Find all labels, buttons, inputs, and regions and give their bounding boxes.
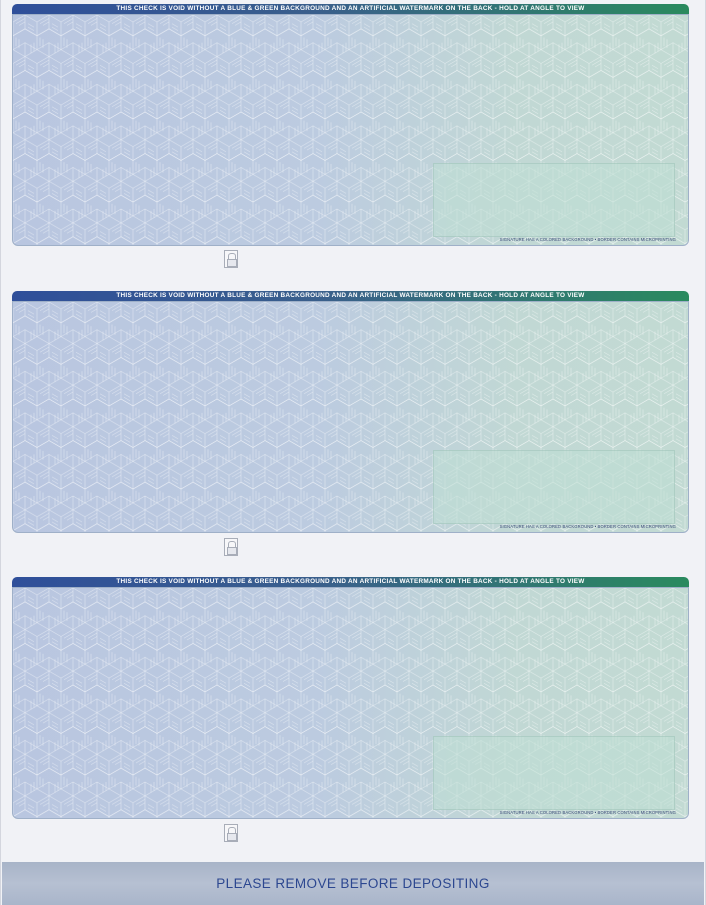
padlock-security-icon xyxy=(224,824,238,842)
signature-field xyxy=(433,736,675,810)
void-warning-banner: THIS CHECK IS VOID WITHOUT A BLUE & GREEN BACKGROUND AND AN ARTIFICIAL WATERMARK ON THE BACK - HOLD AT ANGLE TO VIEW xyxy=(12,4,689,14)
check-1 xyxy=(12,4,689,246)
check-2 xyxy=(12,291,689,533)
signature-microprint-note: SIGNATURE HAS A COLORED BACKGROUND • BORDER CONTAINS MICROPRINTING xyxy=(499,810,676,815)
signature-microprint-note: SIGNATURE HAS A COLORED BACKGROUND • BORDER CONTAINS MICROPRINTING xyxy=(499,524,676,529)
check-face xyxy=(12,301,689,533)
void-warning-banner: THIS CHECK IS VOID WITHOUT A BLUE & GREEN BACKGROUND AND AN ARTIFICIAL WATERMARK ON THE BACK - HOLD AT ANGLE TO VIEW xyxy=(12,577,689,587)
void-warning-banner: THIS CHECK IS VOID WITHOUT A BLUE & GREEN BACKGROUND AND AN ARTIFICIAL WATERMARK ON THE BACK - HOLD AT ANGLE TO VIEW xyxy=(12,291,689,301)
removable-stub xyxy=(2,862,704,905)
remove-before-depositing-text: PLEASE REMOVE BEFORE DEPOSITING xyxy=(216,876,490,891)
signature-microprint-note: SIGNATURE HAS A COLORED BACKGROUND • BORDER CONTAINS MICROPRINTING xyxy=(499,237,676,242)
check-3 xyxy=(12,577,689,819)
signature-field xyxy=(433,163,675,237)
padlock-security-icon xyxy=(224,250,238,268)
padlock-security-icon xyxy=(224,538,238,556)
check-face xyxy=(12,587,689,819)
signature-field xyxy=(433,450,675,524)
check-face xyxy=(12,14,689,246)
